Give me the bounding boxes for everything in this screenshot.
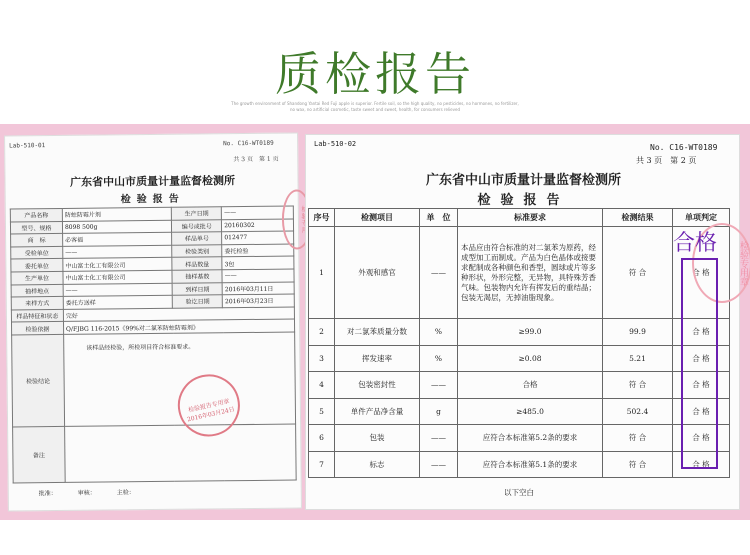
tagline-line-2: no wax, no artificial cosmetic, taste sweet and sweet, health, for consumers relieved: [290, 107, 460, 112]
page-title: 质检报告: [275, 47, 475, 101]
result-cell-verdict: 合 格: [673, 425, 730, 452]
left-info-value: 8098 500g: [62, 220, 172, 234]
right-doc-code: Lab-510-02: [314, 140, 357, 148]
result-cell-verdict: 合 格: [673, 345, 730, 372]
result-cell-result: 符 合: [603, 425, 673, 452]
left-report-no: No. C16-WT0189: [223, 139, 274, 148]
left-info-label: 产品名称: [10, 208, 62, 221]
result-cell-item: 标志: [335, 451, 420, 478]
left-info-label: 编号或批号: [172, 219, 222, 232]
left-info-value: ——: [222, 206, 294, 219]
right-red-stamp: 检验专用章: [692, 223, 750, 303]
left-info-label: 样品单号: [172, 232, 222, 245]
left-report-title: 检验报告: [120, 193, 185, 206]
result-cell-req: 应符合本标准第5.1条的要求: [458, 451, 603, 478]
left-info-label: 抽样基数: [172, 270, 222, 283]
results-footer-text: 以下空白: [309, 478, 730, 508]
result-row: [309, 398, 730, 425]
result-cell-item: 包装: [335, 425, 420, 452]
result-cell-no: 3: [309, 345, 335, 372]
result-cell-verdict: 合 格: [673, 372, 730, 399]
left-info-value: 20160302: [222, 219, 294, 232]
result-cell-item: 单件产品净含量: [335, 398, 420, 425]
result-cell-result: 符 合: [603, 451, 673, 478]
results-footer-row: [309, 478, 730, 508]
left-remark-label: 备注: [13, 426, 66, 483]
result-cell-unit: %: [420, 345, 458, 372]
header-verdict: 单项判定: [673, 209, 730, 227]
left-info-label: 生产日期: [172, 207, 222, 220]
result-cell-no: 2: [309, 319, 335, 346]
right-report-no: No. C16-WT0189: [650, 143, 718, 152]
result-row: [309, 451, 730, 478]
result-cell-unit: ——: [420, 372, 458, 399]
result-cell-unit: ——: [420, 451, 458, 478]
left-info-value: 完好: [63, 307, 294, 322]
left-info-value: 2016年03月23日: [222, 294, 294, 307]
result-cell-req: ≥485.0: [458, 398, 603, 425]
left-info-label: 样品特征和状态: [11, 309, 63, 322]
left-info-label: 抽样地点: [11, 284, 63, 297]
result-cell-req: ≥0.08: [458, 345, 603, 372]
left-info-value: 中山富士化工有限公司: [63, 258, 173, 272]
left-info-value: 必客福: [63, 232, 173, 246]
result-row: [309, 319, 730, 346]
result-cell-req: 应符合本标准第5.2条的要求: [458, 425, 603, 452]
tagline-line-1: The growth environment of Shandong Yantai Red Fuji apple is superior. Fertile soil, so the high quality, no pesticides, no hormones, no fertilizer,: [231, 101, 519, 106]
left-remark-value: [65, 424, 297, 482]
result-cell-unit: %: [420, 319, 458, 346]
left-info-value: 防蛀防霉片剂: [62, 207, 172, 221]
left-page-count: 共 3 页 第 1 页: [233, 155, 279, 164]
left-info-label: 受检单位: [11, 246, 63, 259]
left-report-page: [4, 132, 302, 511]
left-conclusion-row: [12, 332, 296, 427]
left-conclusion-label: 检验结论: [12, 334, 65, 427]
results-header-row: [309, 209, 730, 227]
result-cell-unit: g: [420, 398, 458, 425]
tagline: [0, 101, 750, 113]
left-info-value: 2016年03月11日: [222, 282, 294, 295]
result-cell-result: 502.4: [603, 398, 673, 425]
right-report-page: [305, 134, 748, 510]
left-info-value: Q/FJBG 116-2015《99%对二氯苯防蛀防霉剂》: [63, 319, 294, 334]
left-info-label: 检验类别: [172, 245, 222, 258]
header-item: 检测项目: [335, 209, 420, 227]
result-cell-result: 5.21: [603, 345, 673, 372]
left-info-value: 委托方送样: [63, 295, 173, 309]
result-row: [309, 372, 730, 399]
header-unit: 单 位: [420, 209, 458, 227]
result-cell-item: 外观和感官: [335, 227, 420, 319]
header-no: 序号: [309, 209, 335, 227]
left-info-label: 验讫日期: [173, 295, 223, 308]
left-info-value: 委托检验: [222, 244, 294, 257]
left-signatures: 批准： 审核： 主检：: [38, 489, 135, 498]
header-result: 检测结果: [603, 209, 673, 227]
left-info-value: 中山富士化工有限公司: [63, 270, 173, 284]
left-info-value: 012477: [222, 231, 294, 244]
verdict-highlight-box: [681, 258, 718, 469]
left-info-label: 委托单位: [11, 259, 63, 272]
left-conclusion-text: 该样品经检验，所检项目符合标准要求。: [64, 332, 296, 426]
result-cell-req: ≥99.0: [458, 319, 603, 346]
result-cell-no: 1: [309, 227, 335, 319]
header-requirement: 标准要求: [458, 209, 603, 227]
right-org-name: 广东省中山市质量计量监督检测所: [425, 173, 621, 188]
left-remark-row: [13, 424, 297, 483]
right-report-title: 检验报告: [477, 193, 570, 208]
result-cell-result: 符 合: [603, 372, 673, 399]
result-cell-no: 7: [309, 451, 335, 478]
result-cell-req: 合格: [458, 372, 603, 399]
result-cell-verdict: 合 格: [673, 227, 730, 319]
result-cell-item: 包装密封性: [335, 372, 420, 399]
right-page-count: 共 3 页 第 2 页: [636, 156, 697, 165]
result-row: [309, 425, 730, 452]
result-cell-req: 本品应由符合标准的对二氯苯为原药，经成型加工而制成。产品为白色晶体或接要求配制成各种颜色和香型，圆球或片等多种形状，外形完整，无异物，具特殊芳香气味。包装物内允许有挥发后的重结晶；包装无渴层，无掉油脂现象。: [458, 227, 603, 319]
result-row: [309, 227, 730, 319]
left-info-value: ——: [63, 283, 173, 297]
left-red-stamp: 检验报告专用章 2016年03月24日: [172, 368, 246, 442]
verdict-annotation: 合格: [673, 231, 718, 256]
result-cell-no: 6: [309, 425, 335, 452]
left-info-label: 型号、规格: [10, 221, 62, 234]
result-cell-item: 挥发速率: [335, 345, 420, 372]
left-info-value: ——: [222, 269, 294, 282]
left-info-table: [10, 206, 297, 484]
left-info-label: 到样日期: [172, 282, 222, 295]
result-cell-verdict: 合 格: [673, 319, 730, 346]
result-cell-verdict: 合 格: [673, 451, 730, 478]
result-cell-result: 99.9: [603, 319, 673, 346]
result-cell-unit: ——: [420, 227, 458, 319]
left-info-label: 检验依据: [11, 322, 63, 335]
result-cell-item: 对二氯苯质量分数: [335, 319, 420, 346]
left-org-name: 广东省中山市质量计量监督检测所: [69, 174, 236, 189]
result-cell-no: 4: [309, 372, 335, 399]
result-cell-unit: ——: [420, 425, 458, 452]
left-info-label: 生产单位: [11, 271, 63, 284]
result-cell-result: 符 合: [603, 227, 673, 319]
left-info-label: 样品数量: [172, 257, 222, 270]
left-info-value: ——: [63, 245, 173, 259]
left-info-value: 3包: [222, 256, 294, 269]
left-info-label: 来样方式: [11, 297, 63, 310]
result-row: [309, 345, 730, 372]
result-cell-no: 5: [309, 398, 335, 425]
left-info-label: 商 标: [11, 234, 63, 247]
result-cell-verdict: 合 格: [673, 398, 730, 425]
left-doc-code: Lab-510-01: [9, 142, 46, 150]
test-results-table: [308, 208, 730, 508]
